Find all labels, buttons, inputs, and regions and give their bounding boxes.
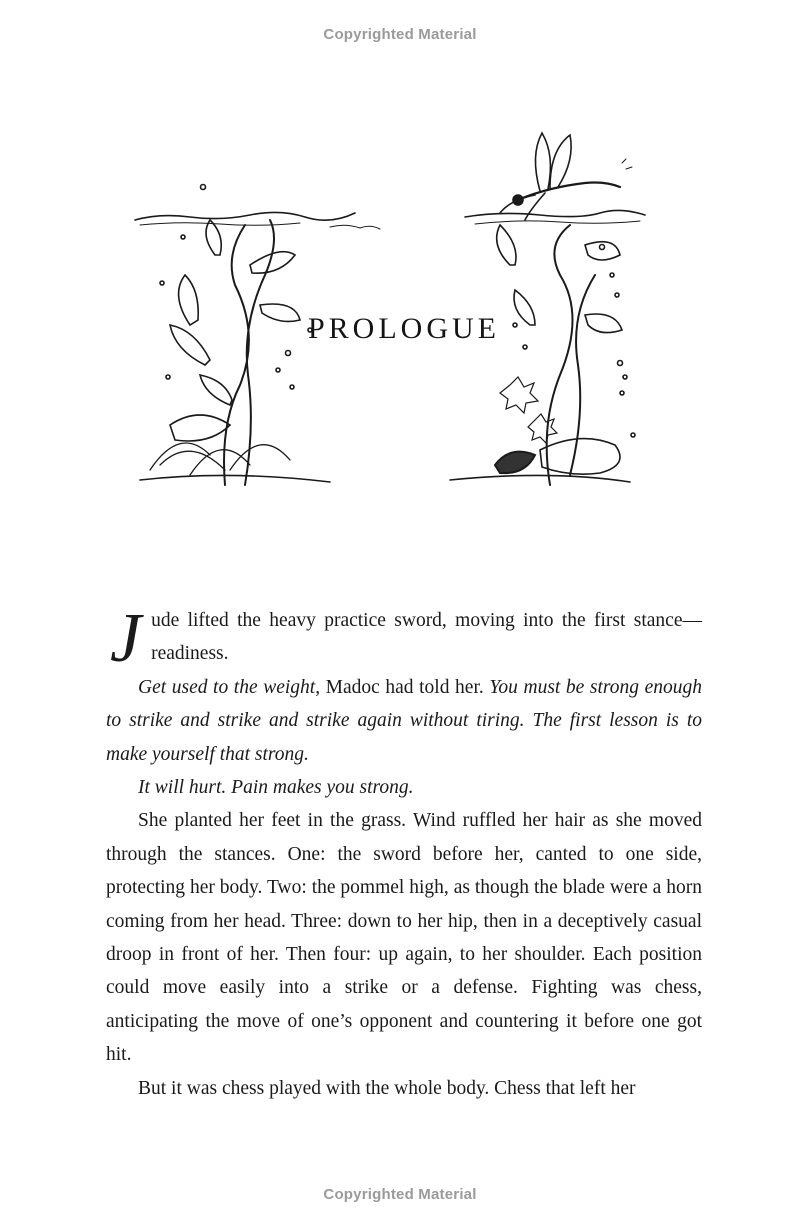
chapter-title: PROLOGUE	[307, 312, 500, 345]
dragonfly-icon	[500, 133, 632, 220]
seaweed-illustration	[130, 125, 660, 495]
paragraph-3: It will hurt. Pain makes you strong.	[138, 777, 414, 799]
chapter-illustration	[130, 125, 660, 495]
paragraph-1-text: ude lifted the heavy practice sword, moving into the first stance—readiness.	[151, 610, 702, 665]
paragraph-1	[106, 600, 702, 677]
paragraph-5: But it was chess played with the whole body. Chess that left her	[138, 1077, 636, 1099]
paragraph-4: She planted her feet in the grass. Wind ruffled her hair as she moved through the stances. One: the sword before her, canted to one side, protecting her body. Two: the pommel high, as though the blade were a horn coming from her head. Three: down to her hip, then in a deceptively casual droop in front of her. Then four: up again, to her shoulder. Each position could move easily into a strike or a defense. Fighting was chess, anticipating the move of one’s opponent and countering it before one got hit.	[106, 810, 702, 1066]
copyright-watermark-top: Copyrighted Material	[323, 26, 477, 43]
body-text	[106, 600, 702, 1105]
copyright-watermark-bottom: Copyrighted Material	[323, 1186, 477, 1203]
paragraph-2-italic-2: You must be strong enough to strike and strike and strike again without tiring. The first lesson is to make yourself that strong.	[106, 676, 702, 765]
paragraph-2-plain: , Madoc had told her.	[315, 676, 490, 698]
drop-cap: J	[110, 600, 142, 677]
right-seaweed-icon	[450, 225, 635, 485]
paragraph-2-italic-1: Get used to the weight	[138, 676, 316, 698]
paragraph-2	[106, 671, 702, 771]
